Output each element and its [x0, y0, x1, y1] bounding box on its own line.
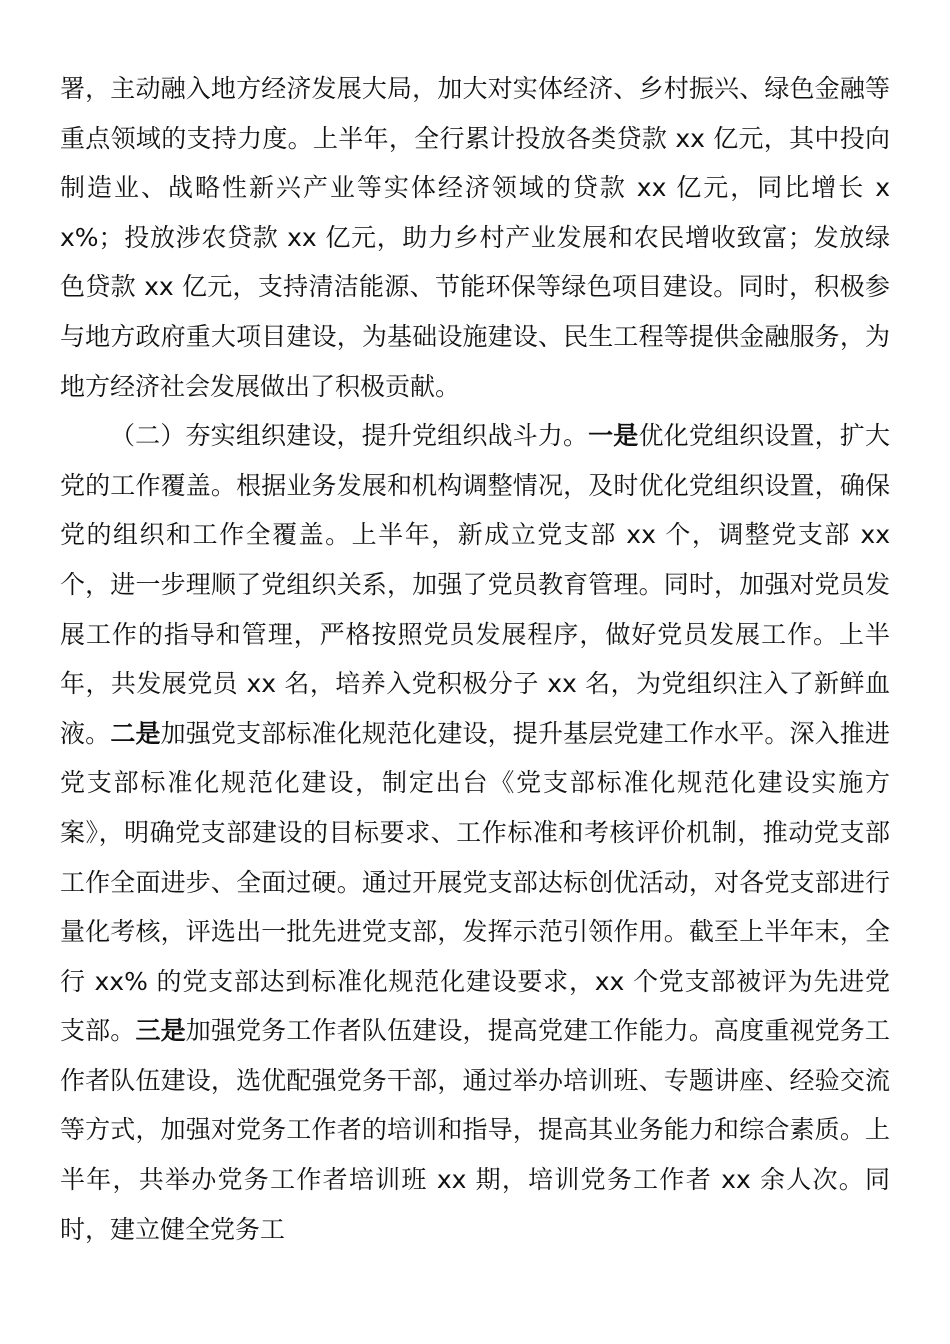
document-body: [60, 64, 890, 1254]
lead-first: 一是: [588, 421, 639, 451]
section-heading: （二）夯实组织建设，提升党组织战斗力。: [110, 421, 589, 451]
lead-third: 三是: [135, 1016, 186, 1046]
text-second: 加强党支部标准化规范化建设，提升基层党建工作水平。深入推进党支部标准化规范化建设，制定出台《党支部标准化规范化建设实施方案》，明确党支部建设的目标要求、工作标准和考核评价机制，推动党支部工作全面进步、全面过硬。通过开展党支部达标创优活动，对各党支部进行量化考核，评选出一批先进党支部，发挥示范引领作用。截至上半年末，全行 xx% 的党支部达到标准化规范化建设要求，xx 个党支部被评为先进党支部。: [60, 718, 890, 1046]
paragraph-economic-support: 署，主动融入地方经济发展大局，加大对实体经济、乡村振兴、绿色金融等重点领域的支持力度。上半年，全行累计投放各类贷款 xx 亿元，其中投向制造业、战略性新兴产业等实体经济领域的贷款 xx 亿元，同比增长 xx%；投放涉农贷款 xx 亿元，助力乡村产业发展和农民增收致富；发放绿色贷款 xx 亿元，支持清洁能源、节能环保等绿色项目建设。同时，积极参与地方政府重大项目建设，为基础设施建设、民生工程等提供金融服务，为地方经济社会发展做出了积极贡献。: [60, 74, 890, 401]
text-first: 优化党组织设置，扩大党的工作覆盖。根据业务发展和机构调整情况，及时优化党组织设置，确保党的组织和工作全覆盖。上半年，新成立党支部 xx 个，调整党支部 xx 个，进一步理顺了党组织关系，加强了党员教育管理。同时，加强对党员发展工作的指导和管理，严格按照党员发展程序，做好党员发展工作。上半年，共发展党员 xx 名，培养入党积极分子 xx 名，为党组织注入了新鲜血液。: [60, 421, 890, 748]
text-third: 加强党务工作者队伍建设，提高党建工作能力。高度重视党务工作者队伍建设，选优配强党务干部，通过举办培训班、专题讲座、经验交流等方式，加强对党务工作者的培训和指导，提高其业务能力和综合素质。上半年，共举办党务工作者培训班 xx 期，培训党务工作者 xx 余人次。同时，建立健全党务工: [60, 1016, 890, 1244]
paragraph-organization-building: [60, 411, 890, 1254]
lead-second: 二是: [110, 718, 161, 748]
